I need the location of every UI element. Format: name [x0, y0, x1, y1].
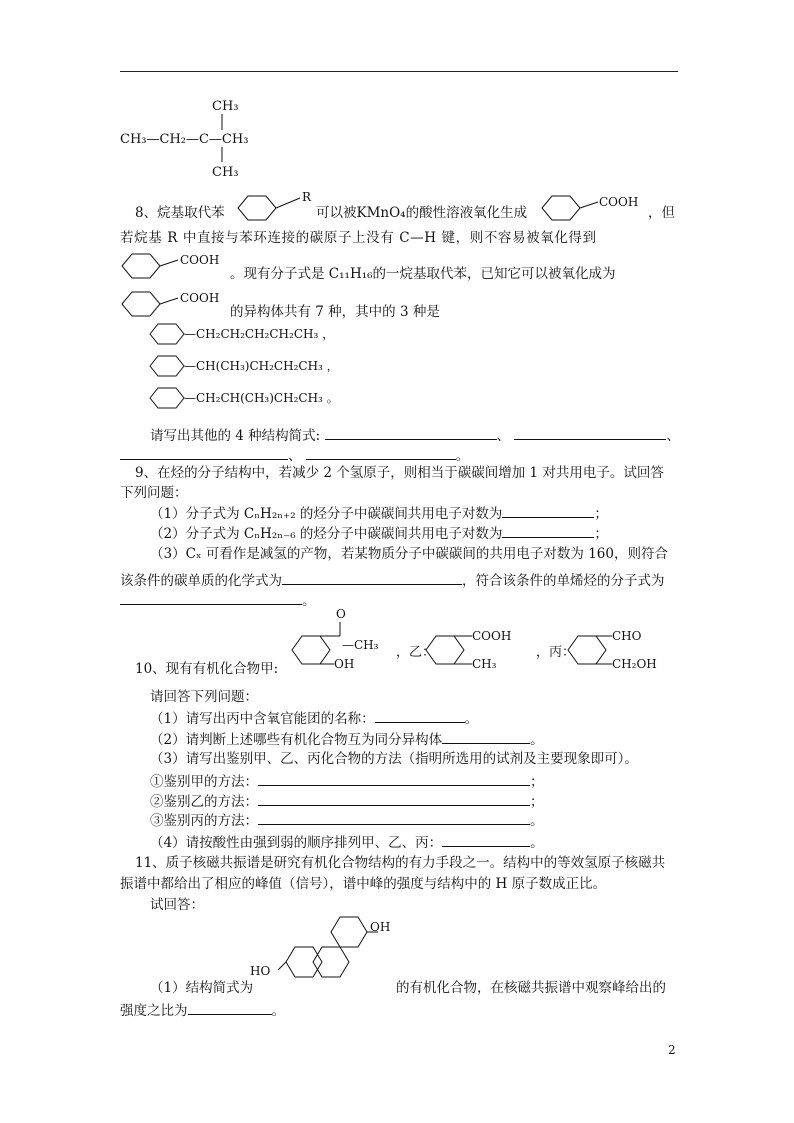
isomer-structures	[144, 318, 444, 414]
q10-structures	[286, 604, 686, 680]
main-chain: CH₃—CH₂—C—CH₃	[120, 132, 249, 147]
q8-line3: 。现有分子式是 C₁₁H₁₆的一烷基取代苯，已知它可以被氧化成为	[230, 266, 616, 282]
jia-oh: OH	[334, 657, 355, 671]
yi-cooh: COOH	[472, 629, 512, 643]
q8-line4: 的异构体共有 7 种，其中的 3 种是	[230, 304, 440, 320]
benzoic-acid-structure	[536, 188, 656, 228]
jia-ch3: —CH₃	[342, 638, 379, 652]
ch3-top: CH₃	[212, 99, 239, 114]
phenanthrenediol-structure	[248, 905, 398, 1000]
answer-blank[interactable]	[502, 503, 594, 518]
answer-blank[interactable]	[306, 445, 456, 460]
benzoic-acid-structure-3	[116, 286, 236, 322]
answer-blank[interactable]	[442, 832, 530, 847]
answer-blank[interactable]	[120, 590, 302, 605]
answer-blank[interactable]	[502, 523, 594, 538]
answer-blank[interactable]	[258, 810, 530, 825]
isomer-3: —CH₂CH(CH₃)CH₂CH₃ 。	[184, 391, 339, 405]
isomer-1: —CH₂CH₂CH₂CH₂CH₃ ，	[184, 327, 335, 341]
q8-line2: 若烷基 R 中直接与苯环连接的碳原子上没有 C—H 键，则不容易被氧化得到	[120, 230, 597, 246]
svg-text:COOH: COOH	[599, 195, 639, 209]
answer-blank[interactable]	[325, 425, 497, 440]
page-number: 2	[668, 1043, 676, 1057]
bing-cho: CHO	[612, 629, 642, 643]
q10-label: 10、现有有机化合物甲:	[135, 661, 279, 677]
svg-text:，丙：: ，丙：	[536, 645, 576, 660]
r-group: R	[302, 190, 312, 204]
svg-text:COOH: COOH	[180, 253, 220, 267]
q8-label: 8、烷基取代苯	[135, 205, 225, 221]
alkylbenzene-structure	[228, 188, 318, 228]
answer-blank[interactable]	[258, 771, 530, 786]
isomer-2: —CH(CH₃)CH₂CH₂CH₃ ，	[184, 359, 339, 373]
jia-o: O	[336, 607, 346, 621]
answer-blank[interactable]	[258, 791, 530, 806]
answer-blank[interactable]	[514, 425, 666, 440]
yi-ch3: CH₃	[472, 657, 497, 671]
header-rule	[120, 71, 678, 72]
svg-text:，乙：: ，乙：	[396, 645, 436, 660]
q8-ask: 请写出其他的 4 种结构简式:	[150, 428, 321, 444]
oh-left: HO	[250, 964, 271, 978]
answer-blank[interactable]	[282, 570, 462, 585]
q8-mid: 可以被KMnO₄的酸性溶液氧化生成	[316, 205, 528, 221]
answer-blank[interactable]	[120, 445, 288, 460]
answer-blank[interactable]	[442, 729, 530, 744]
bing-ch2oh: CH₂OH	[612, 657, 657, 671]
ch3-bottom: CH₃	[212, 165, 239, 180]
q9-intro: 9、在烃的分子结构中，若减少 2 个氢原子，则相当于碳碳间增加 1 对共用电子。试回答	[135, 465, 664, 481]
answer-blank[interactable]	[188, 1000, 272, 1015]
answer-blank[interactable]	[375, 708, 465, 723]
neohexane-structure	[118, 94, 288, 184]
oh-top: OH	[370, 920, 391, 934]
svg-text:COOH: COOH	[180, 291, 220, 305]
q11-line1: 11、质子核磁共振谱是研究有机化合物结构的有力手段之一。结构中的等效氢原子核磁共	[135, 855, 666, 871]
benzoic-acid-structure-2	[116, 248, 236, 284]
